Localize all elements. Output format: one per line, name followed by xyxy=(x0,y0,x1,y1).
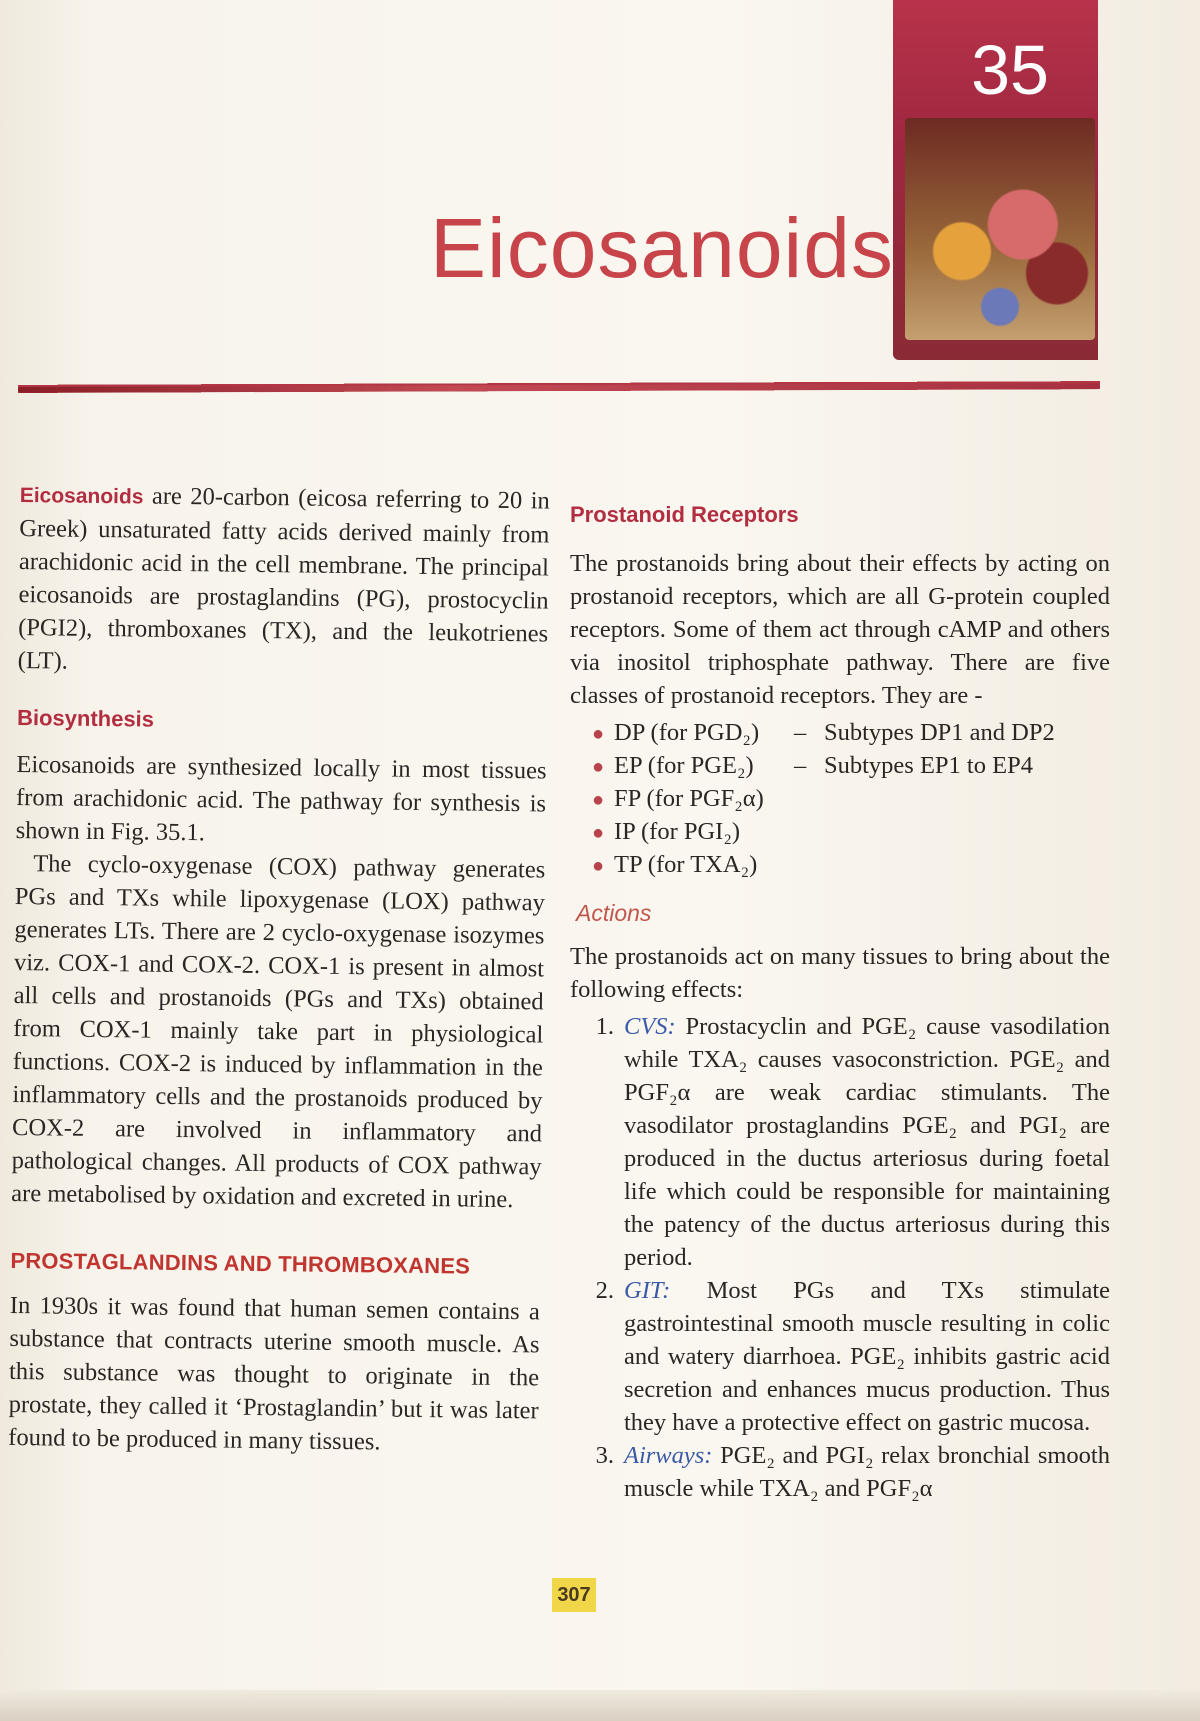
prostaglandins-heading: PROSTAGLANDINS AND THROMBOXANES xyxy=(10,1247,471,1279)
biosynthesis-heading: Biosynthesis xyxy=(16,704,155,732)
actions-intro: The prostanoids act on many tissues to bring about the following effects: xyxy=(570,943,1110,1003)
actions-heading: Actions xyxy=(576,900,652,926)
list-item: ● DP (for PGD₂) – Subtypes DP1 and DP2 xyxy=(592,716,1110,749)
bullet-icon: ● xyxy=(592,789,605,811)
bullet-icon: ● xyxy=(592,855,605,877)
title-rule xyxy=(18,376,1100,400)
list-item: ● TP (for TXA₂) xyxy=(592,848,1110,881)
bullet-icon: ● xyxy=(592,756,605,778)
receptors-heading: Prostanoid Receptors xyxy=(570,502,799,527)
list-item: 2. GIT: Most PGs and TXs stimulate gastrointestinal smooth muscle resulting in colic and watery diarrhoea. PGE₂ inhibits gastric acid secretion and enhances mucus production. Thus they have a protective effect on gastric mucosa. xyxy=(595,1277,1110,1436)
intro-paragraph xyxy=(18,478,550,683)
receptor-list xyxy=(592,716,1110,881)
list-item: ● IP (for PGI₂) xyxy=(592,815,1110,848)
left-column xyxy=(8,478,550,1460)
intro-text: are 20-carbon (eicosa referring to 20 in Greek) unsaturated fatty acids derived mainly from arachidonic acid in the cell membrane. The principal eicosanoids are prostaglandins (PG), prostocyclin (PGI2), thromboxanes (TX), and the leukotrienes (LT). xyxy=(17,482,550,675)
right-column xyxy=(570,498,1110,1505)
receptors-paragraph: The prostanoids bring about their effects by acting on prostanoid receptors, which are all G-protein coupled receptors. Some of them act through cAMP and others via inositol triphosphate pathway. There are five classes of prostanoid receptors. They are - xyxy=(570,550,1110,709)
prostaglandins-paragraph: In 1930s it was found that human semen contains a substance that contracts uterine smooth muscle. As this substance was thought to originate in the prostate, they called it ‘Prostaglandin’ but it was later found to be produced in many tissues. xyxy=(8,1291,541,1456)
intro-lead: Eicosanoids xyxy=(19,483,144,509)
list-item: 3. Airways: PGE₂ and PGI₂ relax bronchial smooth muscle while TXA₂ and PGF₂α xyxy=(595,1442,1110,1502)
chapter-illustration xyxy=(905,118,1095,340)
bullet-icon: ● xyxy=(592,822,605,844)
page-edge-shadow xyxy=(0,1690,1200,1721)
list-item: ● EP (for PGE₂) – Subtypes EP1 to EP4 xyxy=(592,749,1110,782)
biosynthesis-paragraph-2: The cyclo-oxygenase (COX) pathway generates PGs and TXs while lipoxygenase (LOX) pathway generates LTs. There are 2 cyclo-oxygenase isozymes viz. COX-1 and COX-2. COX-1 is present in almost all cells and prostanoids (PGs and TXs) obtained from COX-1 mainly take part in physiological functions. COX-2 is induced by inflammation in the inflammatory cells and the prostanoids produced by COX-2 are involved in inflammatory and pathological changes. All products of COX pathway are metabolised by oxidation and excreted in urine. xyxy=(11,850,546,1214)
biosynthesis-paragraph-1: Eicosanoids are synthesized locally in most tissues from arachidonic acid. The pathway for synthesis is shown in Fig. 35.1. xyxy=(15,750,547,847)
chapter-title: Eicosanoids xyxy=(430,201,894,295)
actions-list xyxy=(570,1010,1110,1505)
page-number: 307 xyxy=(552,1578,596,1612)
chapter-number: 35 xyxy=(971,31,1049,109)
bullet-icon: ● xyxy=(592,723,605,745)
list-item: ● FP (for PGF₂α) xyxy=(592,782,1110,815)
list-item: 1. CVS: Prostacyclin and PGE₂ cause vasodilation while TXA₂ causes vasoconstriction. PGE₂ and PGF₂α are weak cardiac stimulants. The vasodilator prostaglandins PGE₂ and PGI₂ are produced in the ductus arteriosus during foetal life which could be responsible for maintaining the patency of the ductus arteriosus during this period. xyxy=(595,1013,1110,1271)
